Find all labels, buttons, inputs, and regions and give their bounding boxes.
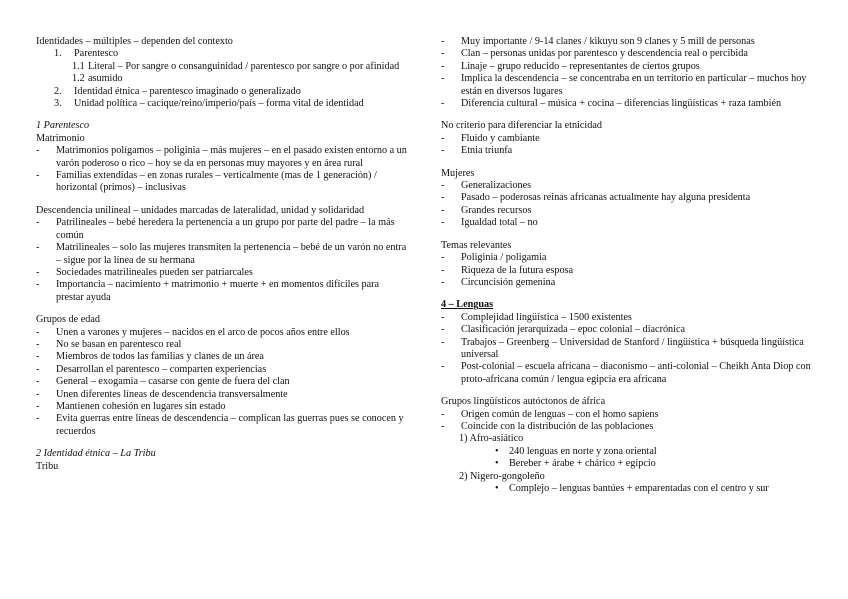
group-heading: 1) Afro-asiático bbox=[459, 433, 524, 445]
list-item: - Post-colonial – escuela africana – diaconismo – anti-colonial – Cheikh Anta Diop con proto-africana común / lengua egipcia era africana bbox=[441, 361, 811, 385]
list-item: 2. Identidad étnica – parentesco imaginado o generalizado bbox=[54, 85, 301, 97]
list-item: 3. Unidad política – cacique/reino/imperio/país – forma vital de identidad bbox=[54, 98, 364, 110]
list-item: - Circuncisión gemenina bbox=[441, 276, 556, 288]
list-item: - Etnia triunfa bbox=[441, 145, 513, 157]
list-item: • Complejo – lenguas bantúes + emparentadas con el centro y sur bbox=[495, 483, 769, 494]
list-item: 1. Parentesco bbox=[54, 48, 119, 60]
list-item: - Linaje – grupo reducido – representantes de ciertos grupos bbox=[441, 60, 700, 72]
list-item: - Muy importante / 9-14 clanes / kikuyu son 9 clanes y 5 mill de personas bbox=[441, 36, 755, 47]
intro-list bbox=[36, 48, 408, 110]
section-title: 4 – Lenguas bbox=[441, 299, 494, 311]
list-item: - Fluido y cambiante bbox=[441, 132, 540, 144]
list-item: - Sociedades matrilineales pueden ser patriarcales bbox=[36, 266, 253, 278]
list-item: 1.2 asumido bbox=[72, 73, 123, 85]
list-item: - Poliginia / poligamia bbox=[441, 252, 547, 264]
list-item: - General – exogamia – casarse con gente de fuera del clan bbox=[36, 376, 290, 388]
intro-heading: Identidades – múltiples – dependen del contexto bbox=[36, 36, 233, 47]
list-item: - Implica la descendencia – se concentraba en un territorio en particular – muchos hoy están en diversos lugares bbox=[441, 73, 807, 97]
left-column bbox=[36, 36, 408, 473]
subsection-title: Temas relevantes bbox=[441, 239, 512, 251]
list-item: - Clasificación jerarquizada – epoc colonial – diacrónica bbox=[441, 324, 686, 336]
list-item: - Pasado – poderosas reinas africanas actualmente hay alguna presidenta bbox=[441, 192, 751, 204]
list-item: - Miembros de todos las familias y clanes de un área bbox=[36, 351, 264, 363]
list-item: - Matrimonios polígamos – poliginia – más mujeres – en el pasado existen entorno a un varón poderoso o rico – hoy se da en personas muy mayores y en área rural bbox=[36, 145, 407, 169]
list-item: - Clan – personas unidas por parentesco y descendencia real o percibida bbox=[441, 48, 748, 60]
list-item: - Origen común de lenguas – con el homo sapiens bbox=[441, 408, 659, 420]
group-heading: 2) Nigero-gongoleño bbox=[459, 470, 545, 482]
subsection-title: Grupos lingüísticos autóctonos de áfrica bbox=[441, 396, 606, 408]
subsection-title: Descendencia unilineal – unidades marcadas de lateralidad, unidad y solidaridad bbox=[36, 204, 365, 216]
list-item: - Unen diferentes líneas de descendencia transversalmente bbox=[36, 388, 288, 400]
list-item: - Coincide con la distribución de las poblaciones bbox=[441, 420, 654, 432]
list-item: - Importancia – nacimiento + matrimonio + muerte + en momentos difíciles para prestar ayuda bbox=[36, 279, 380, 303]
list-item: • 240 lenguas en norte y zona oriental bbox=[495, 445, 657, 457]
subsection-title: Matrimonio bbox=[36, 132, 85, 144]
subsection-title: Grupos de edad bbox=[36, 314, 100, 326]
list-item: - Mantienen cohesión en lugares sin estado bbox=[36, 400, 226, 412]
subsection-title: Tribu bbox=[36, 460, 59, 472]
section-title: 1 Parentesco bbox=[36, 120, 90, 132]
list-item: - Patrilineales – bebé heredera la pertenencia a un grupo por parte del padre – la más común bbox=[36, 217, 395, 241]
subsection-title: No criterio para diferenciar la etnicidad bbox=[441, 120, 602, 132]
list-item: - Igualdad total – no bbox=[441, 217, 538, 229]
list-item: - Evita guerras entre líneas de descendencia – complican las guerras pues se conocen y recuerdos bbox=[36, 413, 404, 437]
list-item: - Riqueza de la futura esposa bbox=[441, 264, 574, 276]
list-item: 1.1 Literal – Por sangre o consanguinidad / parentesco por sangre o por afinidad bbox=[72, 60, 400, 72]
list-item: - Generalizaciones bbox=[441, 180, 532, 192]
list-item: - Trabajos – Greenberg – Universidad de Stanford / lingüística + búsqueda lingüística universal bbox=[441, 336, 804, 360]
list-item: - Grandes recursos bbox=[441, 204, 532, 216]
right-column bbox=[441, 36, 813, 495]
list-item: - Diferencia cultural – música + cocina – diferencias lingüísticas + raza también bbox=[441, 98, 782, 110]
list-item: - No se basan en parentesco real bbox=[36, 338, 182, 350]
list-item: - Unen a varones y mujeres – nacidos en el arco de pocos años entre ellos bbox=[36, 326, 350, 338]
list-item: - Matrilineales – solo las mujeres transmiten la pertenencia – bebé de un varón no entra – sigue por la línea de su hermana bbox=[36, 242, 407, 266]
list-item: - Desarrollan el parentesco – comparten experiencias bbox=[36, 363, 267, 375]
subsection-title: Mujeres bbox=[441, 167, 475, 179]
list-item: - Complejidad lingüística – 1500 existentes bbox=[441, 311, 632, 323]
list-item: - Familias extendidas – en zonas rurales – verticalmente (mas de 1 generación) / horizontal (primos) – inclusivas bbox=[36, 170, 377, 194]
section-title: 2 Identidad étnica – La Tribu bbox=[36, 448, 156, 460]
list-item: • Bereber + árabe + chárico + egipcio bbox=[495, 458, 656, 470]
